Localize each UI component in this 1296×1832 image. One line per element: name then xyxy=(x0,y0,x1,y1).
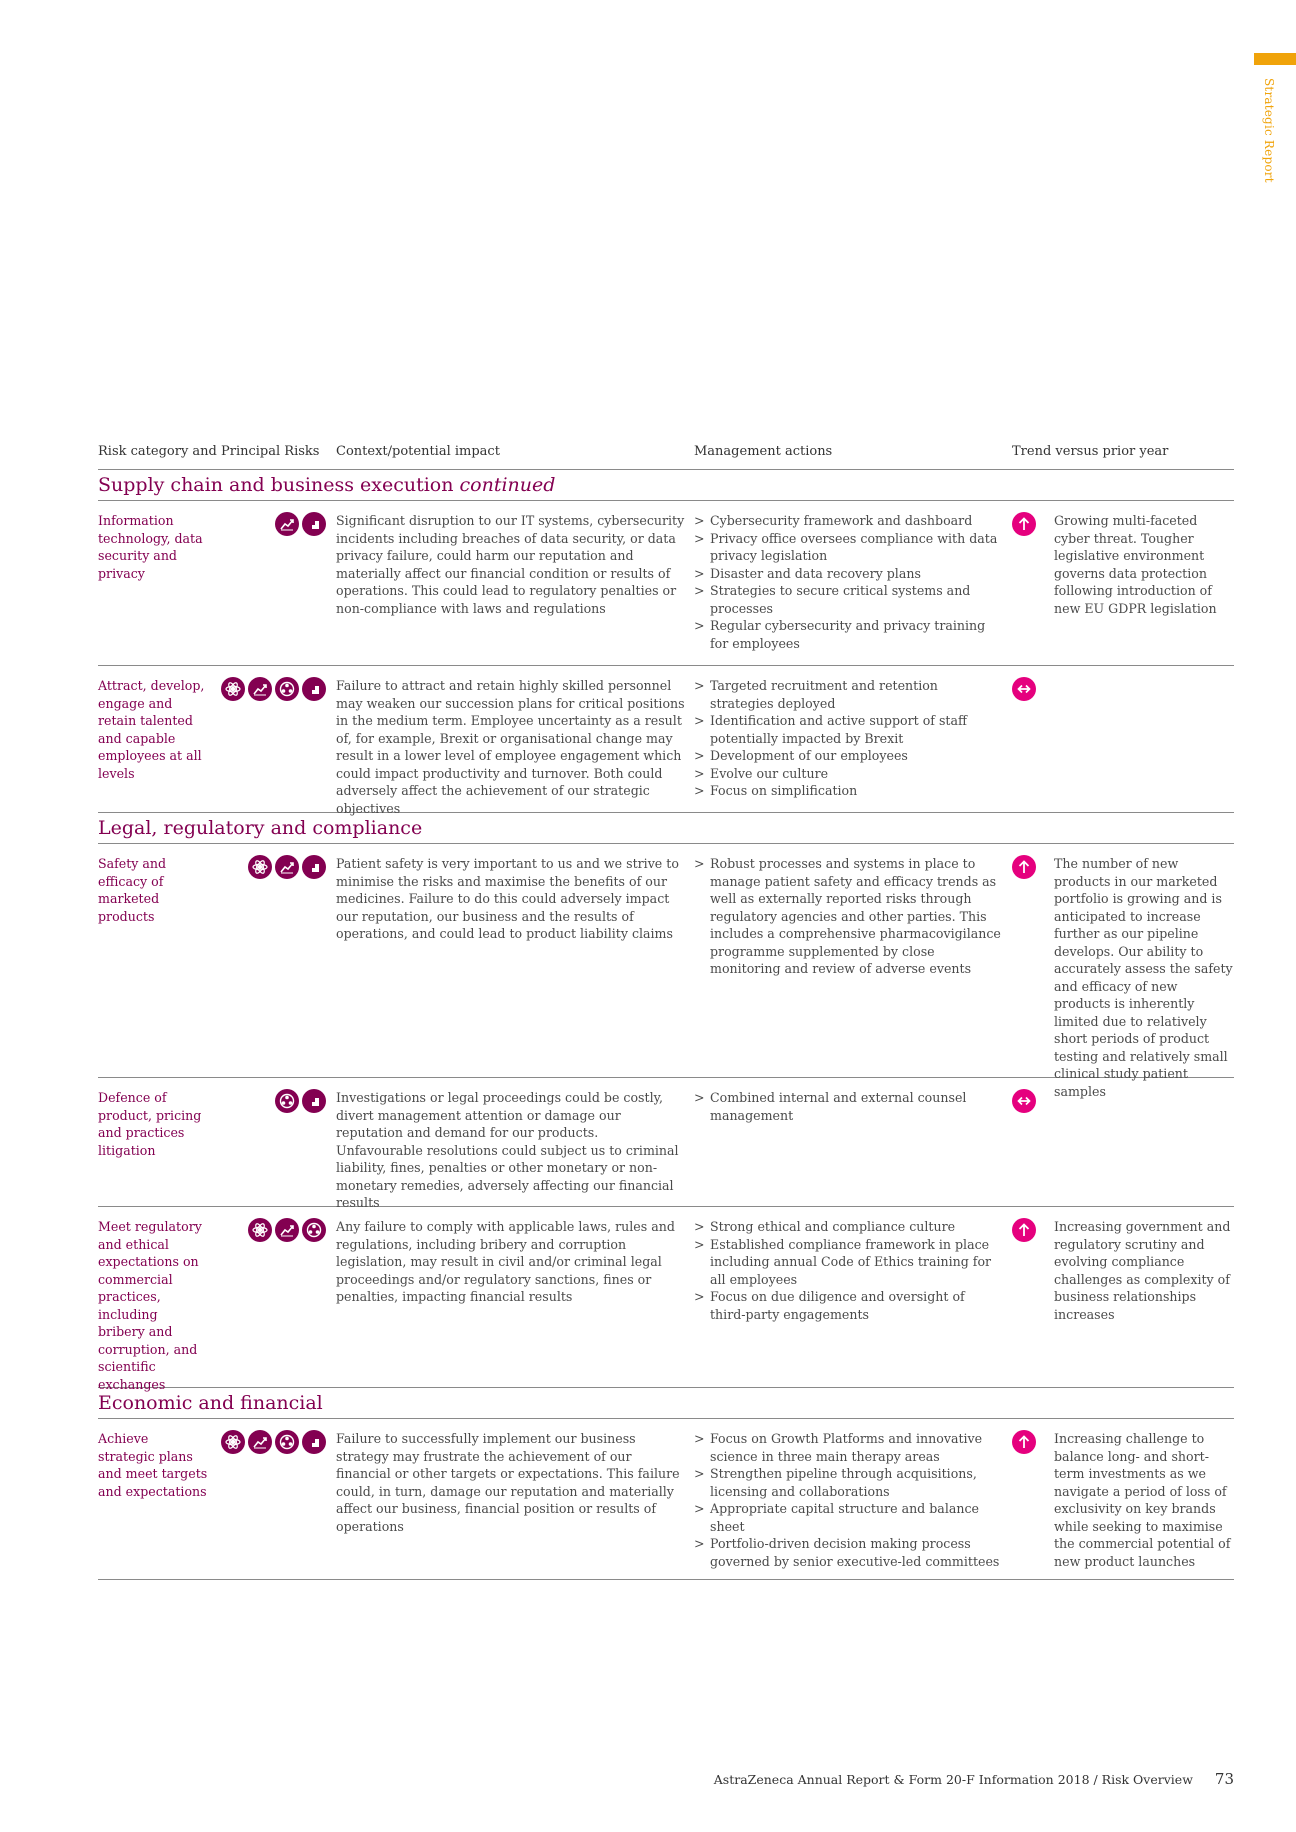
people-icon xyxy=(275,677,299,706)
return-icon xyxy=(302,677,326,706)
growth-icon xyxy=(275,1218,299,1247)
people-icon xyxy=(275,1430,299,1459)
growth-icon xyxy=(248,1430,272,1459)
section-title xyxy=(98,470,1234,501)
trend-text: Growing multi-faceted cyber threat. Tougher legislative environment governs data protection following introduction of new EU GDPR legislation xyxy=(1054,513,1217,616)
context-text: Any failure to comply with applicable laws, rules and regulations, including bribery and corruption legislation, may result in civil and/or criminal legal proceedings and/or regulatory sanctions, fines or penalties, impacting financial results xyxy=(336,1219,675,1304)
risk-name: Achieve strategic plans and meet targets and expectations xyxy=(98,1431,208,1499)
strategy-icons xyxy=(218,855,326,884)
people-icon xyxy=(302,1218,326,1247)
context-text: Investigations or legal proceedings could be costly, divert management attention or damage our reputation and demand for our products. Unfavourable resolutions could subject us to criminal liability, fines, penalties or other monetary or non-monetary remedies, adversely affecting our financial results xyxy=(336,1090,679,1210)
section-title-text: Economic and financial xyxy=(98,1392,323,1414)
science-icon xyxy=(221,677,245,706)
science-icon xyxy=(248,1218,272,1247)
management-action: > Strengthen pipeline through acquisitions, licensing and collaborations xyxy=(694,1465,1004,1500)
science-icon xyxy=(248,855,272,884)
strategy-icons xyxy=(218,512,326,541)
management-action: > Regular cybersecurity and privacy training for employees xyxy=(694,617,1004,652)
risk-name: Defence of product, pricing and practices litigation xyxy=(98,1090,202,1158)
growth-icon xyxy=(275,512,299,541)
table-row xyxy=(98,1419,1234,1580)
management-action: > Focus on Growth Platforms and innovative science in three main therapy areas xyxy=(694,1430,1004,1465)
management-action: > Combined internal and external counsel management xyxy=(694,1089,1004,1124)
table-row xyxy=(98,844,1234,1099)
management-action: > Strong ethical and compliance culture xyxy=(694,1218,1004,1236)
management-action: > Strategies to secure critical systems and processes xyxy=(694,582,1004,617)
management-actions xyxy=(694,855,1004,978)
section-title-text: Supply chain and business execution xyxy=(98,474,454,496)
management-action: > Disaster and data recovery plans xyxy=(694,565,1004,583)
table-row xyxy=(98,1078,1234,1210)
trend-unchanged-icon xyxy=(1012,677,1036,706)
trend-unchanged-icon xyxy=(1012,1089,1036,1118)
management-action: > Focus on simplification xyxy=(694,782,1004,800)
management-action: > Robust processes and systems in place to manage patient safety and efficacy trends as well as externally reported risks through regulatory agencies and other parties. This includes a comprehensive pharmacovigilance programme supplemented by close monitoring and review of adverse events xyxy=(694,855,1004,978)
strategy-icons xyxy=(218,1089,326,1118)
trend-text: Increasing government and regulatory scrutiny and evolving compliance challenges as complexity of business relationships increases xyxy=(1054,1219,1231,1322)
management-action: > Established compliance framework in place including annual Code of Ethics training for all employees xyxy=(694,1236,1004,1289)
table-row xyxy=(98,501,1234,666)
science-icon xyxy=(221,1430,245,1459)
context-text: Failure to attract and retain highly skilled personnel may weaken our succession plans for critical positions in the medium term. Employee uncertainty as a result of, for example, Brexit or organisational change may result in a lower level of employee engagement which could impact productivity and turnover. Both could adversely affect the achievement of our strategic objectives xyxy=(336,678,685,816)
management-action: > Identification and active support of staff potentially impacted by Brexit xyxy=(694,712,1004,747)
people-icon xyxy=(275,1089,299,1118)
management-actions xyxy=(694,1430,1004,1570)
strategy-icons xyxy=(218,1430,326,1459)
strategy-icons xyxy=(218,1218,326,1247)
return-icon xyxy=(302,1430,326,1459)
table-header xyxy=(98,442,1234,470)
risk-name: Meet regulatory and ethical expectations on commercial practices, including bribery and corruption, and scientific exchanges xyxy=(98,1219,202,1392)
strategy-icons xyxy=(218,677,326,706)
section-title-suffix: continued xyxy=(459,474,556,496)
footer-text: AstraZeneca Annual Report & Form 20-F Information 2018 / Risk Overview xyxy=(713,1772,1193,1787)
section-title xyxy=(98,813,1234,844)
management-action: > Appropriate capital structure and balance sheet xyxy=(694,1500,1004,1535)
trend-up-icon xyxy=(1012,855,1036,884)
management-action: > Privacy office oversees compliance with data privacy legislation xyxy=(694,530,1004,565)
header-trend: Trend versus prior year xyxy=(1012,444,1169,459)
risk-name: Information technology, data security and privacy xyxy=(98,513,203,581)
management-action: > Focus on due diligence and oversight of third-party engagements xyxy=(694,1288,1004,1323)
management-action: > Development of our employees xyxy=(694,747,1004,765)
context-text: Failure to successfully implement our business strategy may frustrate the achievement of our financial or other targets or expectations. This failure could, in turn, damage our reputation and materially affect our business, financial position or results of operations xyxy=(336,1431,680,1534)
trend-up-icon xyxy=(1012,1430,1036,1459)
risk-name: Attract, develop, engage and retain talented and capable employees at all levels xyxy=(98,678,205,781)
management-actions xyxy=(694,512,1004,652)
table-row xyxy=(98,1207,1234,1392)
page-number: 73 xyxy=(1214,1770,1234,1788)
return-icon xyxy=(302,855,326,884)
section-title xyxy=(98,1388,1234,1419)
management-action: > Cybersecurity framework and dashboard xyxy=(694,512,1004,530)
risk-name: Safety and efficacy of marketed products xyxy=(98,856,167,924)
context-text: Patient safety is very important to us and we strive to minimise the risks and maximise the benefits of our medicines. Failure to do this could adversely impact our reputation, our business and the results of operations, and could lead to product liability claims xyxy=(336,856,679,941)
table-row xyxy=(98,666,1234,816)
side-label: Strategic Report xyxy=(1262,78,1276,183)
trend-text: The number of new products in our marketed portfolio is growing and is anticipated to increase further as our pipeline develops. Our ability to accurately assess the safety and efficacy of new products is inherently limited due to relatively short periods of product testing and relatively small clinical study patient samples xyxy=(1054,856,1233,1099)
header-management: Management actions xyxy=(694,444,833,459)
return-icon xyxy=(302,1089,326,1118)
return-icon xyxy=(302,512,326,541)
page-footer xyxy=(700,1770,1234,1788)
header-context: Context/potential impact xyxy=(336,444,500,459)
management-actions xyxy=(694,677,1004,800)
management-actions xyxy=(694,1089,1004,1124)
trend-text: Increasing challenge to balance long- and short-term investments as we navigate a period of loss of exclusivity on key brands while seeking to maximise the commercial potential of new product launches xyxy=(1054,1431,1231,1569)
trend-up-icon xyxy=(1012,512,1036,541)
context-text: Significant disruption to our IT systems, cybersecurity incidents including breaches of data security, or data privacy failure, could harm our reputation and materially affect our financial condition or results of operations. This could lead to regulatory penalties or non-compliance with laws and regulations xyxy=(336,513,685,616)
section-tab-marker xyxy=(1254,53,1296,65)
management-action: > Targeted recruitment and retention strategies deployed xyxy=(694,677,1004,712)
growth-icon xyxy=(248,677,272,706)
management-action: > Evolve our culture xyxy=(694,765,1004,783)
management-actions xyxy=(694,1218,1004,1323)
risk-table xyxy=(98,442,1234,1580)
trend-up-icon xyxy=(1012,1218,1036,1247)
growth-icon xyxy=(275,855,299,884)
section-title-text: Legal, regulatory and compliance xyxy=(98,817,423,839)
header-risk: Risk category and Principal Risks xyxy=(98,444,320,459)
management-action: > Portfolio-driven decision making process governed by senior executive-led committees xyxy=(694,1535,1004,1570)
